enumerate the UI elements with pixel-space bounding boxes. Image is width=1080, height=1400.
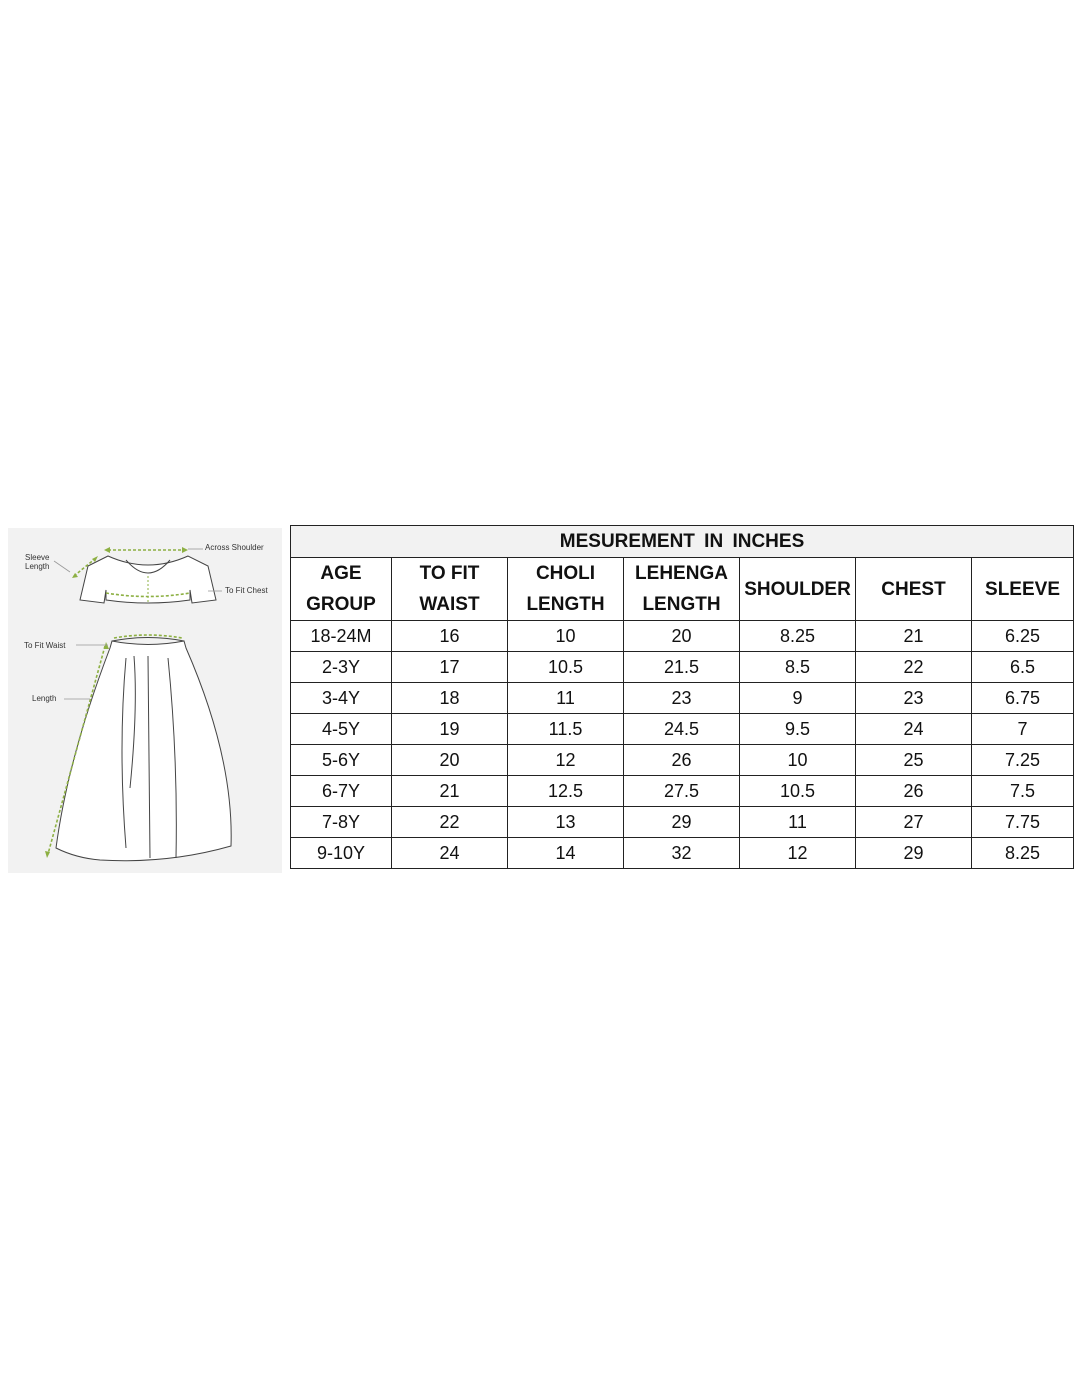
cell-age-group: 18-24M xyxy=(291,621,392,652)
cell-age-group: 3-4Y xyxy=(291,683,392,714)
cell-chest: 22 xyxy=(856,652,972,683)
column-header-to-fit-waist xyxy=(392,558,508,621)
cell-lehenga-length: 29 xyxy=(624,807,740,838)
header-row xyxy=(291,558,1074,621)
size-chart-table xyxy=(290,525,1074,869)
cell-age-group: 6-7Y xyxy=(291,776,392,807)
table-row xyxy=(291,683,1074,714)
cell-sleeve: 6.5 xyxy=(972,652,1074,683)
cell-sleeve: 7.5 xyxy=(972,776,1074,807)
column-header-sleeve xyxy=(972,558,1074,621)
table-row xyxy=(291,652,1074,683)
cell-age-group: 9-10Y xyxy=(291,838,392,869)
cell-age-group: 4-5Y xyxy=(291,714,392,745)
column-header-line: AGE xyxy=(320,563,362,584)
cell-chest: 21 xyxy=(856,621,972,652)
column-header-age-group xyxy=(291,558,392,621)
table-row xyxy=(291,776,1074,807)
cell-lehenga-length: 21.5 xyxy=(624,652,740,683)
cell-age-group: 7-8Y xyxy=(291,807,392,838)
cell-choli-length: 11 xyxy=(508,683,624,714)
cell-lehenga-length: 27.5 xyxy=(624,776,740,807)
table-row xyxy=(291,714,1074,745)
column-header-line: LENGTH xyxy=(642,594,721,615)
cell-to-fit-waist: 20 xyxy=(392,745,508,776)
cell-choli-length: 12.5 xyxy=(508,776,624,807)
cell-to-fit-waist: 17 xyxy=(392,652,508,683)
cell-lehenga-length: 20 xyxy=(624,621,740,652)
cell-sleeve: 8.25 xyxy=(972,838,1074,869)
cell-shoulder: 12 xyxy=(740,838,856,869)
column-header-line: GROUP xyxy=(306,594,376,615)
column-header-line: LEHENGA xyxy=(635,563,728,584)
to-fit-waist-label: To Fit Waist xyxy=(24,641,66,650)
cell-choli-length: 13 xyxy=(508,807,624,838)
cell-lehenga-length: 26 xyxy=(624,745,740,776)
cell-to-fit-waist: 21 xyxy=(392,776,508,807)
cell-to-fit-waist: 18 xyxy=(392,683,508,714)
cell-shoulder: 8.5 xyxy=(740,652,856,683)
cell-chest: 24 xyxy=(856,714,972,745)
column-header-chest xyxy=(856,558,972,621)
cell-to-fit-waist: 19 xyxy=(392,714,508,745)
table-title: MESUREMENT IN INCHES xyxy=(291,526,1074,558)
column-header-line: TO FIT xyxy=(419,563,480,584)
column-header-line: CHOLI xyxy=(535,563,596,584)
column-header-line: SHOULDER xyxy=(744,578,851,600)
column-header-line: WAIST xyxy=(419,594,480,615)
column-header-choli-length xyxy=(508,558,624,621)
column-header-line: LENGTH xyxy=(526,594,605,615)
cell-lehenga-length: 23 xyxy=(624,683,740,714)
cell-sleeve: 7.25 xyxy=(972,745,1074,776)
cell-shoulder: 8.25 xyxy=(740,621,856,652)
table-row xyxy=(291,745,1074,776)
cell-to-fit-waist: 24 xyxy=(392,838,508,869)
table-body xyxy=(291,621,1074,869)
cell-choli-length: 11.5 xyxy=(508,714,624,745)
column-header-lehenga-length xyxy=(624,558,740,621)
cell-age-group: 5-6Y xyxy=(291,745,392,776)
cell-shoulder: 10 xyxy=(740,745,856,776)
cell-lehenga-length: 24.5 xyxy=(624,714,740,745)
table-row xyxy=(291,807,1074,838)
table-row xyxy=(291,621,1074,652)
lehenga-outline xyxy=(56,638,231,861)
cell-choli-length: 14 xyxy=(508,838,624,869)
cell-shoulder: 9 xyxy=(740,683,856,714)
sleeve-length-label: Sleeve Length xyxy=(25,553,50,571)
cell-chest: 27 xyxy=(856,807,972,838)
cell-choli-length: 12 xyxy=(508,745,624,776)
cell-sleeve: 6.25 xyxy=(972,621,1074,652)
cell-age-group: 2-3Y xyxy=(291,652,392,683)
size-chart xyxy=(290,525,1073,873)
across-shoulder-label: Across Shoulder xyxy=(205,543,264,552)
table-row xyxy=(291,838,1074,869)
cell-shoulder: 9.5 xyxy=(740,714,856,745)
length-label: Length xyxy=(32,694,57,703)
cell-shoulder: 11 xyxy=(740,807,856,838)
cell-chest: 23 xyxy=(856,683,972,714)
cell-sleeve: 7.75 xyxy=(972,807,1074,838)
cell-lehenga-length: 32 xyxy=(624,838,740,869)
cell-choli-length: 10 xyxy=(508,621,624,652)
cell-shoulder: 10.5 xyxy=(740,776,856,807)
column-header-line: CHEST xyxy=(881,578,946,600)
cell-sleeve: 7 xyxy=(972,714,1074,745)
cell-chest: 26 xyxy=(856,776,972,807)
cell-sleeve: 6.75 xyxy=(972,683,1074,714)
cell-to-fit-waist: 16 xyxy=(392,621,508,652)
cell-chest: 29 xyxy=(856,838,972,869)
cell-chest: 25 xyxy=(856,745,972,776)
column-header-shoulder xyxy=(740,558,856,621)
cell-to-fit-waist: 22 xyxy=(392,807,508,838)
to-fit-chest-label: To Fit Chest xyxy=(225,586,268,595)
cell-choli-length: 10.5 xyxy=(508,652,624,683)
measurement-diagram xyxy=(8,528,282,873)
column-header-line: SLEEVE xyxy=(985,578,1060,600)
